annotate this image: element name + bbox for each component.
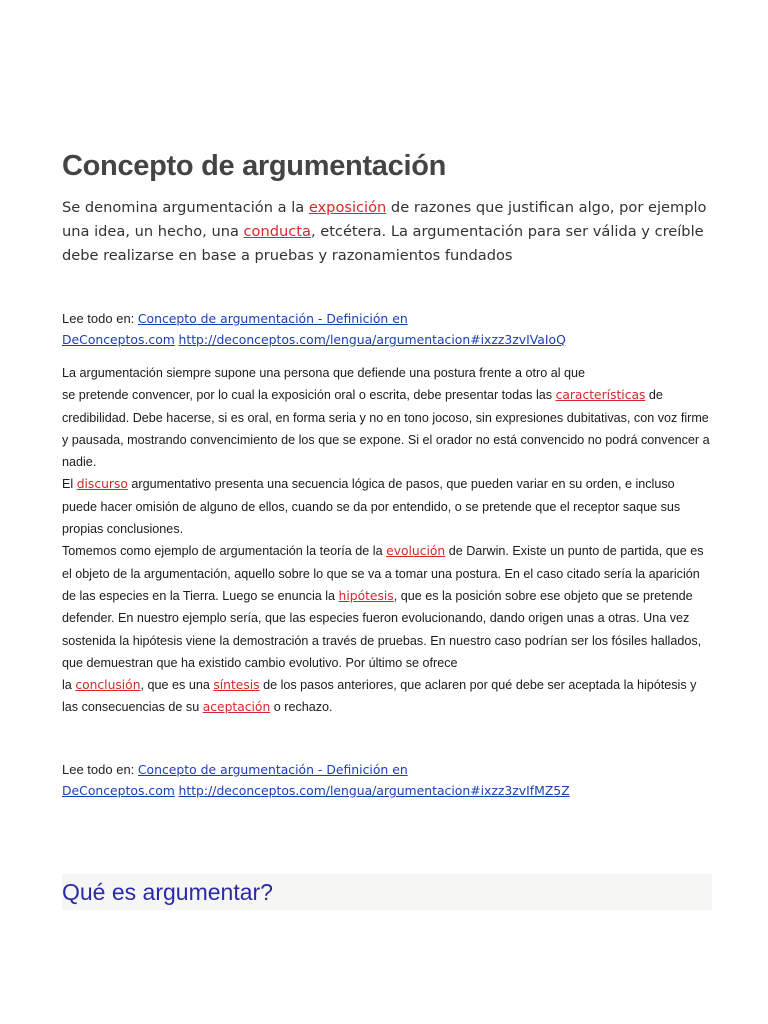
source-note-2 (62, 759, 702, 801)
body-text: , que es la posición sobre ese objeto que se pretende defender. En nuestro ejemplo sería, que las especies fueron evolucionando, dando origen unas a otras. Una vez sostenida la hipótesis viene la demostración a través de pruebas. En nuestro caso podrían ser los fósiles hallados, que demuestran que ha existido cambio evolutivo. Por último se ofrece (62, 588, 702, 670)
source-url-link[interactable]: http://deconceptos.com/lengua/argumentacion#ixzz3zvIfMZ5Z (178, 783, 570, 798)
body-text: de Darwin. Existe un punto de partida, que es el objeto de la argumentación, aquello sobre lo que se va a tomar una postura. En el caso citado sería la aparición de las especies en la Tierra. Luego se enuncia la (62, 544, 704, 603)
source-prefix: Lee todo en: (62, 311, 138, 326)
link-discurso[interactable]: discurso (76, 477, 128, 492)
source-url-link[interactable]: http://deconceptos.com/lengua/argumentacion#ixzz3zvIVaIoQ (178, 332, 566, 347)
body-text: de credibilidad. Debe hacerse, si es oral, en forma seria y no en tono jocoso, sin expresiones dubitativas, con voz firme y pausada, mostrando convencimiento de los que se expone. Si el orador no está convencido no podrá convencer a nadie. (62, 388, 710, 470)
link-conducta[interactable]: conducta (243, 223, 311, 240)
body-text: la (62, 678, 76, 693)
body-text: El (62, 477, 77, 492)
link-hipotesis[interactable]: hipótesis (338, 588, 394, 603)
body-text: o rechazo. (270, 700, 333, 715)
source-title-part: DeConceptos.com (62, 332, 175, 347)
body-text: La argumentación siempre supone una persona que defiende una postura frente a otro al que (62, 366, 586, 380)
link-evolucion[interactable]: evolución (386, 544, 446, 559)
page-title: Concepto de argumentación (62, 150, 447, 182)
body-text: Tomemos como ejemplo de argumentación la teoría de la (62, 544, 387, 559)
link-aceptacion[interactable]: aceptación (202, 700, 271, 715)
link-sintesis[interactable]: síntesis (213, 678, 260, 693)
section-banner (62, 874, 712, 910)
source-prefix: Lee todo en: (62, 762, 138, 777)
source-title-part: DeConceptos.com (62, 783, 175, 798)
body-text: argumentativo presenta una secuencia lógica de pasos, que pueden variar en su orden, e incluso puede hacer omisión de alguno de ellos, cuando se da por entendido, o se pretende que el receptor saque sus propias conclusiones. (62, 477, 681, 537)
link-conclusion[interactable]: conclusión (75, 678, 141, 693)
body-text: se pretende convencer, por lo cual la exposición oral o escrita, debe presentar todas las (62, 388, 556, 403)
link-exposicion[interactable]: exposición (308, 199, 387, 216)
section-heading: Qué es argumentar? (62, 879, 273, 905)
intro-text: , etcétera. La argumentación para ser válida y creíble debe realizarse en base a pruebas y razonamientos fundados (62, 223, 704, 264)
source-title-part: Concepto de argumentación - Definición en (137, 762, 408, 777)
source-note-1 (62, 308, 702, 350)
body-text: , que es una (140, 678, 214, 693)
link-caracteristicas[interactable]: características (555, 388, 646, 403)
intro-text: de razones que justifican algo, por ejemplo una idea, un hecho, una (62, 199, 707, 240)
body-text: de los pasos anteriores, que aclaren por qué debe ser aceptada la hipótesis y las consecuencias de su (62, 678, 697, 715)
source-title-part: Concepto de argumentación - Definición en (137, 311, 408, 326)
intro-paragraph (62, 196, 722, 268)
article-body (62, 362, 712, 719)
intro-text: Se denomina argumentación a la (62, 199, 309, 216)
